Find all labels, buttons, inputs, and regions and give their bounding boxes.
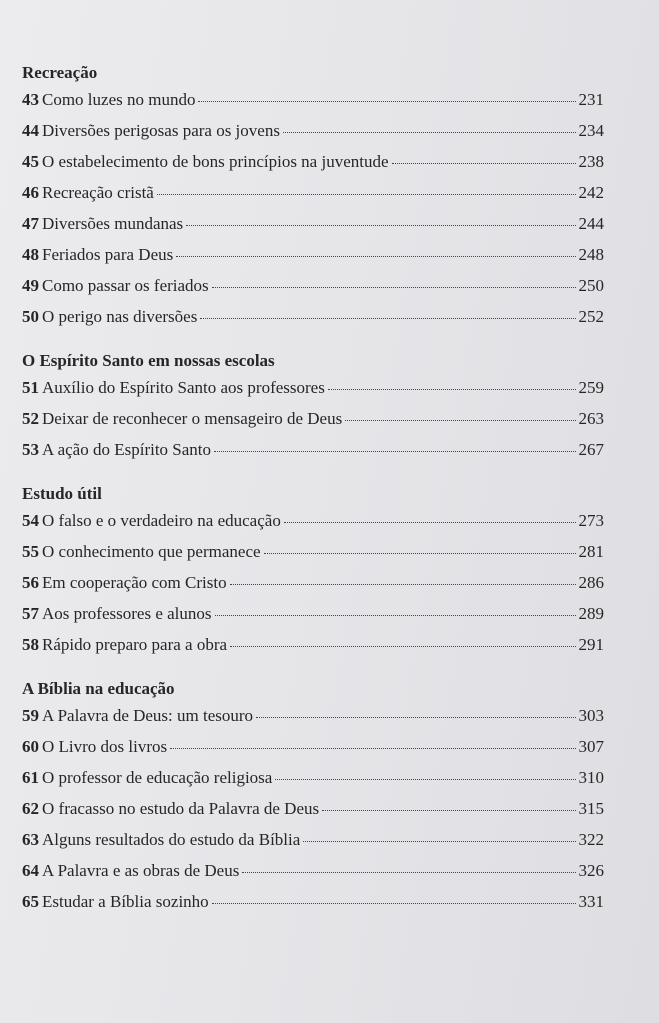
chapter-title: Como passar os feriados bbox=[42, 276, 209, 295]
section-title: A Bíblia na educação bbox=[22, 679, 175, 698]
toc-entry bbox=[22, 567, 604, 598]
table-of-contents bbox=[22, 62, 604, 935]
page-number: 248 bbox=[578, 245, 604, 264]
dot-leader bbox=[275, 779, 575, 780]
chapter-title: Auxílio do Espírito Santo aos professores bbox=[42, 378, 325, 397]
dot-leader bbox=[242, 872, 575, 873]
section-title: Recreação bbox=[22, 63, 98, 82]
toc-entry bbox=[22, 84, 604, 115]
toc-entry bbox=[22, 824, 604, 855]
chapter-number: 65 bbox=[22, 892, 39, 911]
chapter-number: 58 bbox=[22, 635, 39, 654]
chapter-number: 55 bbox=[22, 542, 39, 561]
chapter-title: Recreação cristã bbox=[42, 183, 154, 202]
page-number: 291 bbox=[578, 635, 604, 654]
dot-leader bbox=[200, 318, 575, 319]
page-number: 250 bbox=[578, 276, 604, 295]
dot-leader bbox=[303, 841, 575, 842]
chapter-title: Diversões perigosas para os jovens bbox=[42, 121, 280, 140]
section-espirito-santo bbox=[22, 350, 604, 465]
dot-leader bbox=[198, 101, 575, 102]
dot-leader bbox=[264, 553, 576, 554]
section-recreacao bbox=[22, 62, 604, 332]
toc-entry bbox=[22, 177, 604, 208]
chapter-title: Em cooperação com Cristo bbox=[42, 573, 227, 592]
page-number: 234 bbox=[578, 121, 604, 140]
page-number: 231 bbox=[578, 90, 604, 109]
dot-leader bbox=[322, 810, 575, 811]
chapter-number: 60 bbox=[22, 737, 39, 756]
page-number: 310 bbox=[578, 768, 604, 787]
page-number: 322 bbox=[578, 830, 604, 849]
chapter-number: 52 bbox=[22, 409, 39, 428]
chapter-number: 57 bbox=[22, 604, 39, 623]
toc-entry bbox=[22, 372, 604, 403]
toc-entry bbox=[22, 505, 604, 536]
chapter-number: 44 bbox=[22, 121, 39, 140]
section-biblia-educacao bbox=[22, 678, 604, 917]
dot-leader bbox=[345, 420, 575, 421]
page-number: 244 bbox=[578, 214, 604, 233]
page-number: 289 bbox=[578, 604, 604, 623]
chapter-title: Aos professores e alunos bbox=[42, 604, 212, 623]
dot-leader bbox=[328, 389, 576, 390]
chapter-title: O Livro dos livros bbox=[42, 737, 168, 756]
chapter-number: 64 bbox=[22, 861, 39, 880]
page-number: 303 bbox=[578, 706, 604, 725]
page-number: 259 bbox=[578, 378, 604, 397]
chapter-title: Estudar a Bíblia sozinho bbox=[42, 892, 209, 911]
chapter-number: 56 bbox=[22, 573, 39, 592]
section-estudo-util bbox=[22, 483, 604, 660]
chapter-number: 51 bbox=[22, 378, 39, 397]
page-number: 315 bbox=[578, 799, 604, 818]
dot-leader bbox=[284, 522, 576, 523]
page-number: 252 bbox=[578, 307, 604, 326]
page-number: 263 bbox=[578, 409, 604, 428]
chapter-title: Alguns resultados do estudo da Bíblia bbox=[42, 830, 301, 849]
dot-leader bbox=[212, 903, 576, 904]
section-title: O Espírito Santo em nossas escolas bbox=[22, 351, 275, 370]
chapter-title: A ação do Espírito Santo bbox=[42, 440, 212, 459]
chapter-title: Deixar de reconhecer o mensageiro de Deus bbox=[42, 409, 343, 428]
toc-entry bbox=[22, 208, 604, 239]
page-number: 307 bbox=[578, 737, 604, 756]
chapter-title: Feriados para Deus bbox=[42, 245, 174, 264]
toc-entry bbox=[22, 598, 604, 629]
chapter-title: Rápido preparo para a obra bbox=[42, 635, 228, 654]
chapter-title: A Palavra e as obras de Deus bbox=[42, 861, 240, 880]
toc-entry bbox=[22, 762, 604, 793]
page-number: 238 bbox=[578, 152, 604, 171]
dot-leader bbox=[283, 132, 576, 133]
toc-entry bbox=[22, 403, 604, 434]
toc-entry bbox=[22, 731, 604, 762]
dot-leader bbox=[212, 287, 576, 288]
page-number: 267 bbox=[578, 440, 604, 459]
toc-entry bbox=[22, 146, 604, 177]
chapter-title: O conhecimento que permanece bbox=[42, 542, 261, 561]
toc-entry bbox=[22, 536, 604, 567]
dot-leader bbox=[256, 717, 575, 718]
chapter-title: O falso e o verdadeiro na educação bbox=[42, 511, 281, 530]
section-title: Estudo útil bbox=[22, 484, 102, 503]
chapter-number: 49 bbox=[22, 276, 39, 295]
page-number: 326 bbox=[578, 861, 604, 880]
dot-leader bbox=[230, 584, 576, 585]
page-number: 331 bbox=[578, 892, 604, 911]
chapter-number: 53 bbox=[22, 440, 39, 459]
page-number: 286 bbox=[578, 573, 604, 592]
toc-entry bbox=[22, 301, 604, 332]
chapter-number: 45 bbox=[22, 152, 39, 171]
page-number: 281 bbox=[578, 542, 604, 561]
dot-leader bbox=[215, 615, 576, 616]
chapter-title: A Palavra de Deus: um tesouro bbox=[42, 706, 254, 725]
chapter-number: 48 bbox=[22, 245, 39, 264]
toc-entry bbox=[22, 434, 604, 465]
chapter-title: O professor de educação religiosa bbox=[42, 768, 273, 787]
toc-entry bbox=[22, 115, 604, 146]
chapter-number: 46 bbox=[22, 183, 39, 202]
dot-leader bbox=[186, 225, 575, 226]
toc-entry bbox=[22, 239, 604, 270]
chapter-title: O estabelecimento de bons princípios na juventude bbox=[42, 152, 389, 171]
chapter-title: Diversões mundanas bbox=[42, 214, 184, 233]
chapter-title: Como luzes no mundo bbox=[42, 90, 196, 109]
chapter-number: 61 bbox=[22, 768, 39, 787]
chapter-title: O fracasso no estudo da Palavra de Deus bbox=[42, 799, 320, 818]
chapter-number: 63 bbox=[22, 830, 39, 849]
dot-leader bbox=[214, 451, 575, 452]
page-number: 242 bbox=[578, 183, 604, 202]
toc-entry bbox=[22, 700, 604, 731]
chapter-number: 59 bbox=[22, 706, 39, 725]
toc-entry bbox=[22, 793, 604, 824]
chapter-title: O perigo nas diversões bbox=[42, 307, 198, 326]
dot-leader bbox=[176, 256, 575, 257]
page-number: 273 bbox=[578, 511, 604, 530]
dot-leader bbox=[170, 748, 575, 749]
chapter-number: 50 bbox=[22, 307, 39, 326]
dot-leader bbox=[392, 163, 576, 164]
toc-entry bbox=[22, 855, 604, 886]
dot-leader bbox=[157, 194, 576, 195]
chapter-number: 43 bbox=[22, 90, 39, 109]
chapter-number: 54 bbox=[22, 511, 39, 530]
toc-entry bbox=[22, 270, 604, 301]
chapter-number: 62 bbox=[22, 799, 39, 818]
toc-entry bbox=[22, 886, 604, 917]
dot-leader bbox=[230, 646, 575, 647]
chapter-number: 47 bbox=[22, 214, 39, 233]
toc-entry bbox=[22, 629, 604, 660]
